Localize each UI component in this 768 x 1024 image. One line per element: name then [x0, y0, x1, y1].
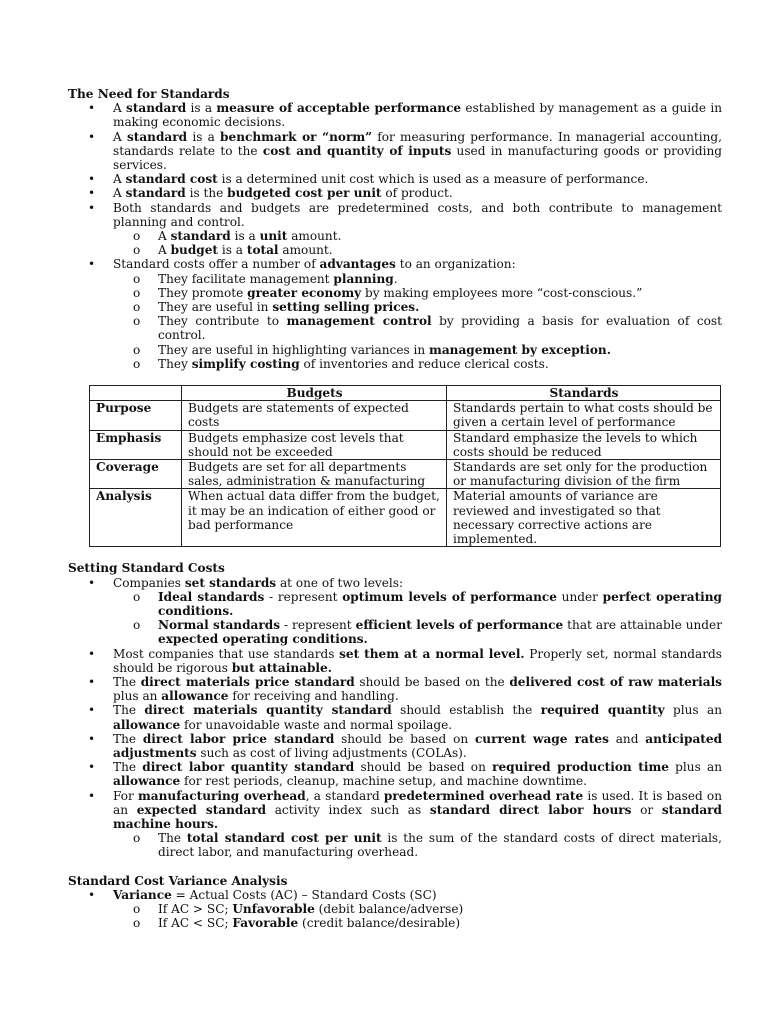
list-item — [68, 201, 722, 258]
cell-standards: Material amounts of variance are reviewed and investigated so that necessary corrective actions are implemented. — [447, 489, 721, 547]
cell-budgets: Budgets emphasize cost levels that should not be exceeded — [182, 430, 447, 459]
bullet-text: • The direct materials quantity standard should establish the required quantity plus an allowance for unavoidable waste and normal spoilage. — [113, 703, 722, 731]
sub-list-item — [113, 314, 722, 342]
sub-bullet-text: They contribute to management control by providing a basis for evaluation of cost control. — [158, 314, 722, 343]
list-item — [68, 703, 722, 731]
sub-list-item — [113, 286, 722, 300]
sub-list-item — [113, 343, 722, 357]
table-header-row — [90, 386, 721, 401]
sub-bullet-list — [113, 590, 722, 647]
row-label-coverage: Coverage — [90, 460, 182, 489]
cell-standards: Standards pertain to what costs should be given a certain level of performance — [447, 401, 721, 430]
cell-budgets: Budgets are statements of expected costs — [182, 401, 447, 430]
bullet-text: • A standard is the budgeted cost per unit of product. — [113, 186, 453, 200]
sub-list-item — [113, 243, 722, 257]
sub-list-item — [113, 916, 722, 930]
bullet-text: • Companies set standards at one of two levels: — [113, 576, 403, 590]
section-heading-setting-standard-costs: Setting Standard Costs — [68, 561, 225, 576]
sub-list-item — [113, 618, 722, 646]
row-label-emphasis: Emphasis — [90, 430, 182, 459]
bullet-text: • The direct labor quantity standard should be based on required production time plus an allowance for rest periods, cleanup, machine setup, and machine downtime. — [113, 760, 722, 788]
row-label-analysis: Analysis — [90, 489, 182, 547]
sub-list-item — [113, 229, 722, 243]
sub-list-item — [113, 357, 722, 371]
bullet-list — [68, 888, 722, 931]
sub-bullet-list — [113, 229, 722, 257]
bullet-text: • A standard is a benchmark or “norm” for measuring performance. In managerial accounting, standards relate to the cost and quantity of inputs used in manufacturing goods or providing services. — [113, 130, 722, 172]
bullet-text: • Both standards and budgets are predetermined costs, and both contribute to management planning and control. — [113, 201, 722, 229]
bullet-text: • The direct materials price standard should be based on the delivered cost of raw materials plus an allowance for receiving and handling. — [113, 675, 722, 703]
sub-bullet-list — [113, 272, 722, 371]
sub-bullet-text: Normal standards - represent efficient levels of performance that are attainable under expected operating conditions. — [158, 618, 722, 647]
table-row — [90, 460, 721, 489]
list-item — [68, 789, 722, 860]
table-row — [90, 430, 721, 459]
cell-standards: Standards are set only for the production or manufacturing division of the firm — [447, 460, 721, 489]
list-item — [68, 172, 722, 186]
bullet-list — [68, 101, 722, 371]
sub-list-item — [113, 831, 722, 859]
bullet-text: • A standard is a measure of acceptable performance established by management as a guide in making economic decisions. — [113, 101, 722, 129]
bullet-text: • For manufacturing overhead, a standard predetermined overhead rate is used. It is based on an expected standard activity index such as standard direct labor hours or standard machine hours. — [113, 789, 722, 831]
sub-list-item — [113, 272, 722, 286]
bullet-list — [68, 576, 722, 860]
list-item — [68, 732, 722, 760]
sub-bullet-text: Ideal standards - represent optimum levels of performance under perfect operating conditions. — [158, 589, 722, 618]
list-item — [68, 130, 722, 173]
sub-bullet-text: A standard is a unit amount. — [158, 229, 342, 244]
budgets-vs-standards-table — [89, 385, 721, 547]
list-item — [68, 576, 722, 647]
sub-bullet-text: They promote greater economy by making employees more “cost-conscious.” — [158, 285, 643, 300]
list-item — [68, 257, 722, 371]
bullet-text: • Variance = Actual Costs (AC) – Standard Costs (SC) — [113, 888, 437, 902]
sub-list-item — [113, 300, 722, 314]
table-row — [90, 489, 721, 547]
bullet-text: • Standard costs offer a number of advantages to an organization: — [113, 257, 516, 271]
sub-bullet-text: They facilitate management planning. — [158, 271, 398, 286]
cell-budgets: Budgets are set for all departments sales, administration & manufacturing — [182, 460, 447, 489]
list-item — [68, 888, 722, 931]
sub-bullet-list — [113, 831, 722, 859]
list-item — [68, 675, 722, 703]
section-heading-variance-analysis: Standard Cost Variance Analysis — [68, 873, 288, 888]
list-item — [68, 760, 722, 788]
bullet-text: • The direct labor price standard should be based on current wage rates and anticipated adjustments such as cost of living adjustments (COLAs). — [113, 732, 722, 760]
list-item — [68, 186, 722, 200]
sub-bullet-text: If AC < SC; Favorable (credit balance/desirable) — [158, 916, 461, 931]
bullet-text: • A standard cost is a determined unit cost which is used as a measure of performance. — [113, 172, 648, 186]
list-item — [68, 647, 722, 675]
sub-bullet-text: They are useful in setting selling prices. — [158, 300, 420, 315]
table-header-budgets: Budgets — [182, 386, 447, 401]
table-header-standards: Standards — [447, 386, 721, 401]
sub-list-item — [113, 902, 722, 916]
cell-budgets: When actual data differ from the budget, it may be an indication of either good or bad performance — [182, 489, 447, 547]
table-header-blank — [90, 386, 182, 401]
sub-bullet-text: The total standard cost per unit is the sum of the standard costs of direct materials, direct labor, and manufacturing overhead. — [158, 831, 722, 860]
sub-bullet-text: If AC > SC; Unfavorable (debit balance/adverse) — [158, 901, 464, 916]
sub-bullet-text: They are useful in highlighting variances in management by exception. — [158, 342, 611, 357]
list-item — [68, 101, 722, 129]
sub-bullet-list — [113, 902, 722, 930]
table-row — [90, 401, 721, 430]
section-heading-need-for-standards: The Need for Standards — [68, 87, 230, 101]
row-label-purpose: Purpose — [90, 401, 182, 430]
cell-standards: Standard emphasize the levels to which costs should be reduced — [447, 430, 721, 459]
sub-list-item — [113, 590, 722, 618]
bullet-text: • Most companies that use standards set them at a normal level. Properly set, normal standards should be rigorous but attainable. — [113, 647, 722, 675]
sub-bullet-text: They simplify costing of inventories and reduce clerical costs. — [158, 356, 549, 371]
sub-bullet-text: A budget is a total amount. — [158, 243, 333, 258]
